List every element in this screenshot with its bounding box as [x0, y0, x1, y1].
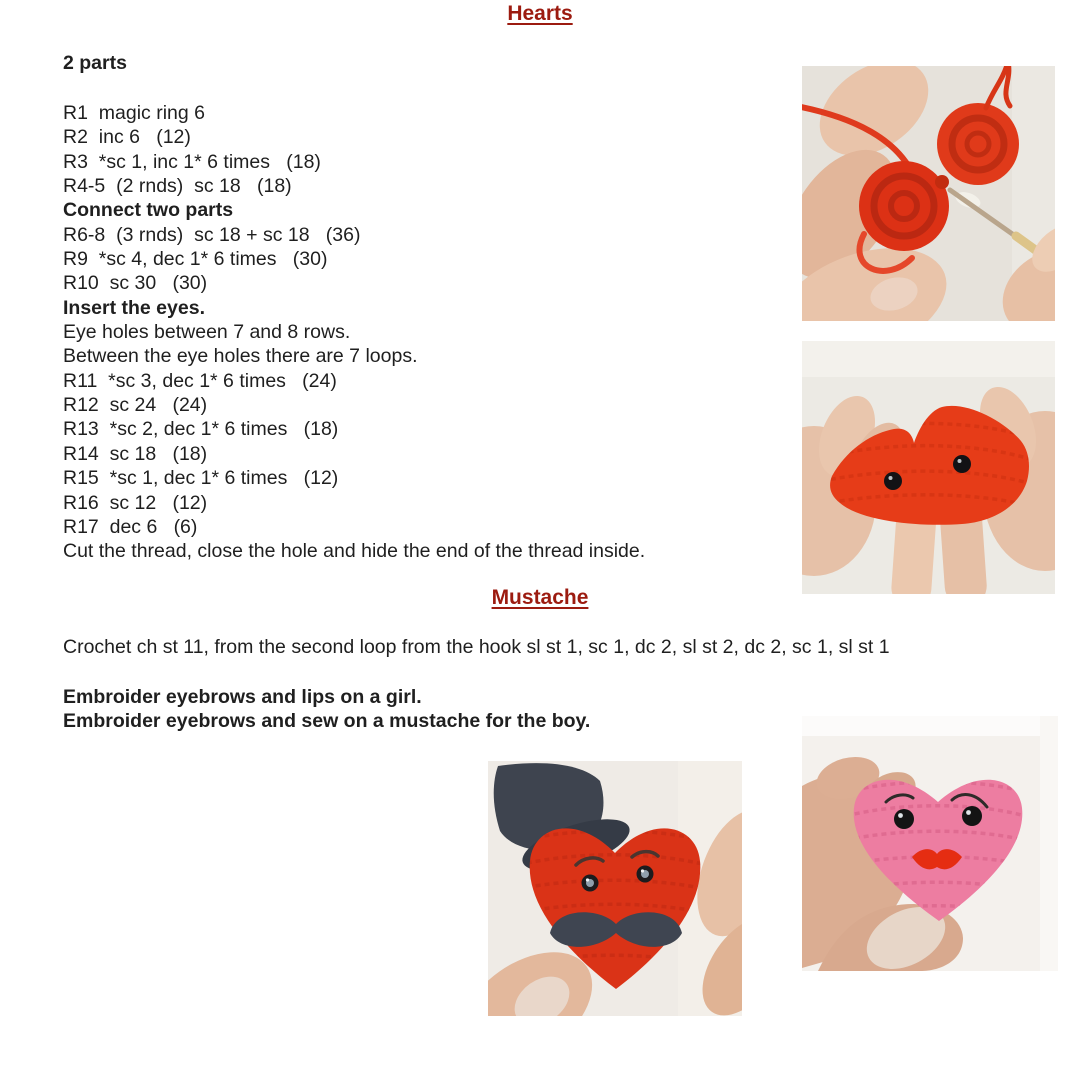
boy-heart-illustration	[488, 761, 742, 1016]
pattern-line: R17 dec 6 (6)	[63, 515, 198, 538]
pattern-line: R14 sc 18 (18)	[63, 442, 208, 465]
parts-count-label: 2 parts	[63, 52, 127, 74]
pattern-line: R1 magic ring 6	[63, 102, 205, 124]
pattern-line: R2 inc 6 (12)	[63, 126, 191, 149]
pattern-subheading: Connect two parts	[63, 199, 234, 222]
pattern-line: R9 *sc 4, dec 1* 6 times (30)	[63, 248, 328, 271]
hearts-heading	[0, 2, 1080, 26]
pattern-line: R3 *sc 1, inc 1* 6 times (18)	[63, 150, 321, 173]
note-girl: Embroider eyebrows and lips on a girl.	[63, 686, 422, 708]
mustache-instruction: Crochet ch st 11, from the second loop from the hook sl st 1, sc 1, dc 2, sl st 2, dc 2, sc 1, sl st 1	[63, 636, 890, 658]
pattern-line: R10 sc 30 (30)	[63, 272, 208, 295]
photo-boy-heart	[488, 761, 742, 1016]
pattern-subheading: Insert the eyes.	[63, 296, 205, 319]
pattern-line: R4-5 (2 rnds) sc 18 (18)	[63, 175, 292, 198]
pattern-line: R13 *sc 2, dec 1* 6 times (18)	[63, 418, 339, 441]
pattern-line: Cut the thread, close the hole and hide the end of the thread inside.	[63, 540, 646, 563]
photo-joining-two-parts	[802, 66, 1055, 321]
pattern-line: R16 sc 12 (12)	[63, 491, 208, 514]
hearts-heading-text: Hearts	[507, 2, 573, 25]
insert-eyes-illustration	[802, 341, 1055, 594]
hearts-pattern-rounds	[63, 101, 645, 564]
embroidery-notes	[63, 685, 590, 734]
girl-heart-illustration	[802, 716, 1058, 971]
pattern-line: R11 *sc 3, dec 1* 6 times (24)	[63, 369, 337, 392]
pattern-line: R15 *sc 1, dec 1* 6 times (12)	[63, 467, 339, 490]
photo-insert-eyes	[802, 341, 1055, 594]
joining-two-parts-illustration	[802, 66, 1055, 321]
pattern-line: R12 sc 24 (24)	[63, 394, 208, 417]
pattern-line: Eye holes between 7 and 8 rows.	[63, 321, 351, 344]
photo-girl-heart	[802, 716, 1058, 971]
crochet-disc-right	[937, 103, 1019, 185]
mustache-heading-text: Mustache	[491, 586, 589, 609]
pattern-line: Between the eye holes there are 7 loops.	[63, 345, 418, 368]
pattern-line: R6-8 (3 rnds) sc 18 + sc 18 (36)	[63, 223, 361, 246]
join-stitch	[935, 175, 949, 189]
note-boy: Embroider eyebrows and sew on a mustache for the boy.	[63, 710, 591, 733]
